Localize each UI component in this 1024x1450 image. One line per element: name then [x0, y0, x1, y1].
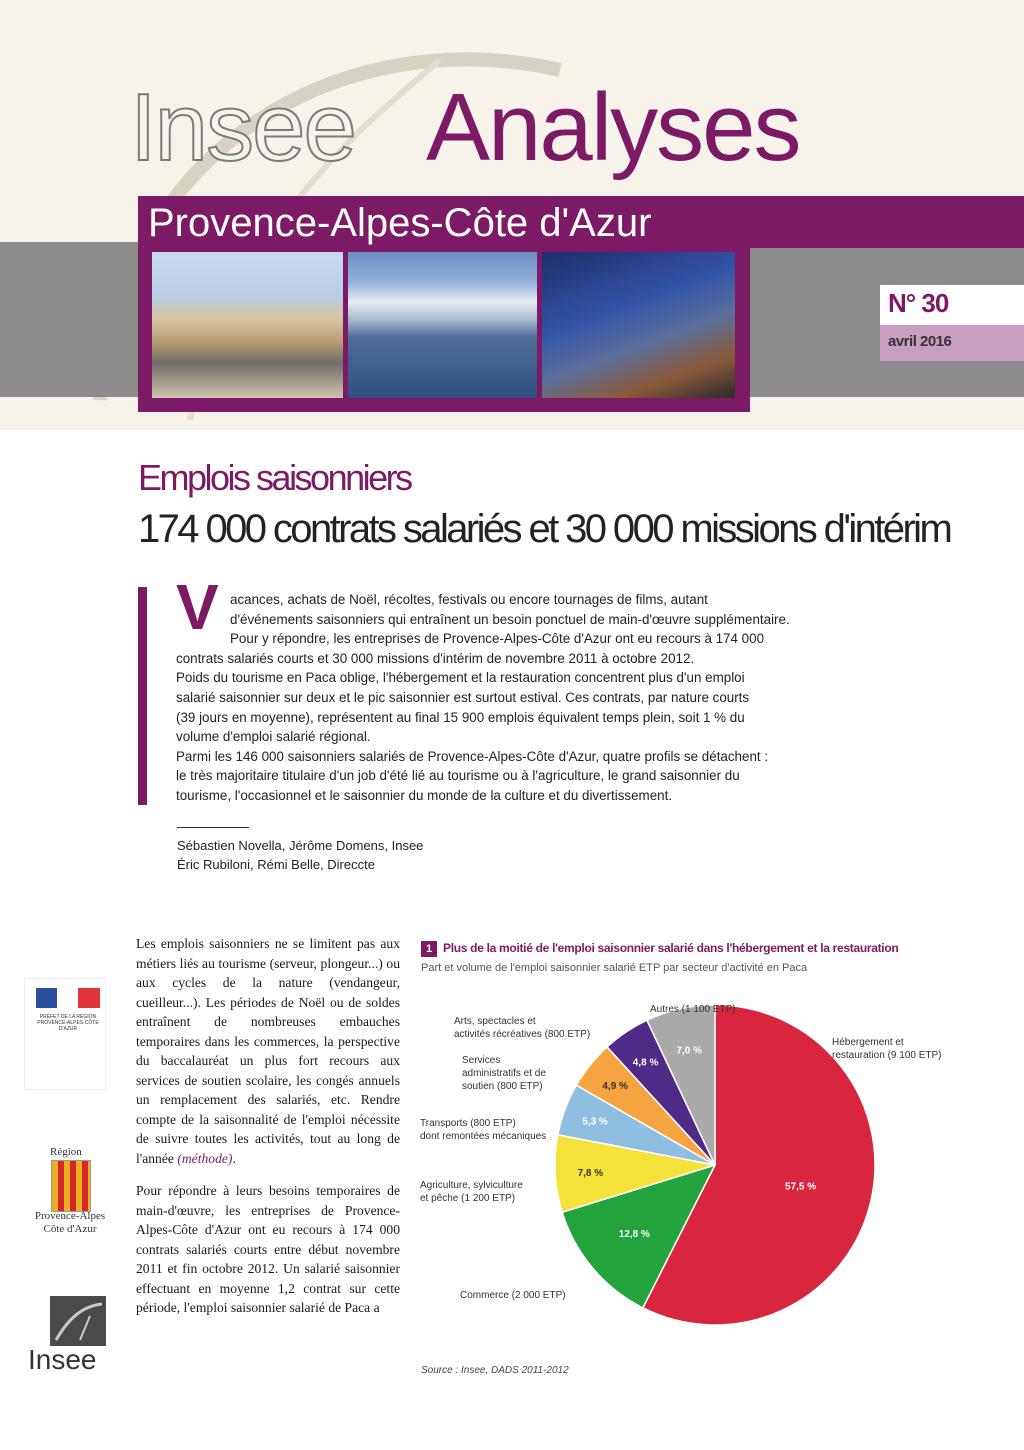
marianne-flag-icon — [36, 988, 100, 1008]
body-text: . — [232, 1150, 236, 1166]
article-kicker: Emplois saisonniers — [138, 457, 411, 498]
brand-insee: Insee — [130, 74, 355, 181]
slice-value-label: 12,8 % — [618, 1229, 650, 1241]
slice-category-label: Commerce (2 000 ETP) — [460, 1290, 566, 1301]
lead-line: tourisme, l'occasionnel et le saisonnier du monde de la culture et du divertissement. — [176, 787, 673, 803]
lead-line: d'événements saisonniers qui entraînent un besoin ponctuel de main-d'œuvre supplémentaire. — [230, 611, 790, 627]
pie-chart — [410, 990, 990, 1360]
slice-category-label: Hébergement et restauration (9 100 ETP) — [832, 1037, 942, 1061]
article-title: 174 000 contrats salariés et 30 000 missions d'intérim — [138, 507, 951, 551]
slice-value-label: 7,0 % — [676, 1045, 702, 1057]
figure-number: 1 — [421, 941, 437, 957]
slice-category-label: Agriculture, sylviculture et pêche (1 200 ETP) — [420, 1180, 523, 1204]
slice-category-label: Autres (1 100 ETP) — [650, 1004, 736, 1015]
body-paragraph — [136, 934, 400, 1168]
prefecture-logo-text: PRÉFET DE LA RÉGION PROVENCE-ALPES-CÔTE D'AZUR — [37, 1014, 99, 1032]
body-paragraph: Pour répondre à leurs besoins temporaires de main-d'œuvre, les entreprises de Provence-Alpes-Côte d'Azur ont eu recours à 174 000 contrats salariés courts entre début novembre 2011 et fin octobre 2012. Un salarié saisonnier effectuant en moyenne 1,2 contrat sur cette période, l'emploi saisonnier salarié de Paca a — [136, 1183, 400, 1315]
issue-number: N° 30 — [888, 288, 949, 318]
figure-subtitle: Part et volume de l'emploi saisonnier salarié ETP par secteur d'activité en Paca — [421, 962, 808, 974]
photo-port-cranes — [542, 252, 735, 398]
methode-link[interactable]: (méthode) — [177, 1150, 233, 1166]
lead-line: contrats salariés courts et 30 000 missions d'intérim de novembre 2011 à octobre 2012. — [176, 650, 695, 666]
insee-logo-icon — [50, 1296, 106, 1346]
body-text: Les emplois saisonniers ne se limitent pas aux métiers liés au tourisme (serveur, plongeur...) ou aux cycles de la nature (vendangeur, cueilleur...). Les périodes de Noël ou de soldes entraînent de nombreuses embauches temporaires dans les commerces, la perspective du baccalauréat un plus fort recours aux services de soutien scolaire, les congés annuels un remplacement des salariés, etc. Rendre compte de la saisonnalité de l'emploi nécessite de suivre toutes les activités, tout au long de l'année — [136, 936, 400, 1166]
authors — [177, 836, 423, 874]
slice-value-label: 4,8 % — [632, 1057, 659, 1069]
slice-value-label: 5,3 % — [582, 1116, 608, 1128]
slice-value-label: 4,9 % — [602, 1080, 628, 1092]
region-logo-name: Provence-Alpes Côte d'Azur — [34, 1210, 106, 1235]
slice-value-label: 57,5 % — [785, 1181, 817, 1193]
figure-source: Source : Insee, DADS 2011-2012 — [421, 1365, 569, 1376]
lead-line: Parmi les 146 000 saisonniers salariés de Provence-Alpes-Côte d'Azur, quatre profils se détachent : — [176, 748, 769, 764]
lead-dropcap: V — [176, 571, 219, 643]
lead-line: Pour y répondre, les entreprises de Provence-Alpes-Côte d'Azur ont eu recours à 174 000 — [230, 631, 765, 647]
author-line: Éric Rubiloni, Rémi Belle, Direccte — [177, 857, 375, 872]
lead-line: le très majoritaire titulaire d'un job d'été lié au tourisme ou à l'agriculture, le grand saisonnier du — [176, 768, 740, 784]
slice-category-label: Arts, spectacles et activités récréatives (800 ETP) — [454, 1016, 591, 1040]
lead-line: volume d'emploi salarié régional. — [176, 729, 371, 745]
lead-side-bar — [138, 587, 147, 805]
region-title: Provence-Alpes-Côte d'Azur — [148, 201, 652, 245]
region-coat-of-arms-icon — [51, 1160, 91, 1212]
issue-date: avril 2016 — [888, 333, 952, 350]
figure-title: Plus de la moitié de l'emploi saisonnier salarié dans l'hébergement et la restauration — [443, 941, 899, 955]
slice-category-label: Transports (800 ETP) dont remontées mécaniques — [420, 1118, 547, 1142]
photo-sailboat-mountains — [348, 252, 537, 398]
lead-paragraph — [176, 590, 876, 806]
region-logo-label: Région — [50, 1146, 82, 1158]
slice-value-label: 7,8 % — [577, 1167, 604, 1179]
slice-category-label: Services administratifs et de soutien (800 ETP) — [462, 1055, 546, 1092]
author-line: Sébastien Novella, Jérôme Domens, Insee — [177, 838, 424, 853]
lead-line: (39 jours en moyenne), représentent au final 15 900 emplois équivalent temps plein, soit 1 % du — [176, 709, 745, 725]
lead-line: salarié saisonnier sur deux et le pic saisonnier est surtout estival. Ces contrats, par nature courts — [176, 689, 750, 705]
insee-logo-text: Insee — [28, 1344, 97, 1375]
authors-rule — [177, 827, 249, 828]
lead-line: acances, achats de Noël, récoltes, festivals ou encore tournages de films, autant — [230, 592, 708, 607]
brand-analyses: Analyses — [426, 74, 800, 181]
lead-line: Poids du tourisme en Paca oblige, l'hébergement et la restauration concentrent plus d'un emploi — [176, 670, 745, 686]
photo-harbour — [152, 252, 343, 398]
body-column — [136, 934, 400, 1331]
